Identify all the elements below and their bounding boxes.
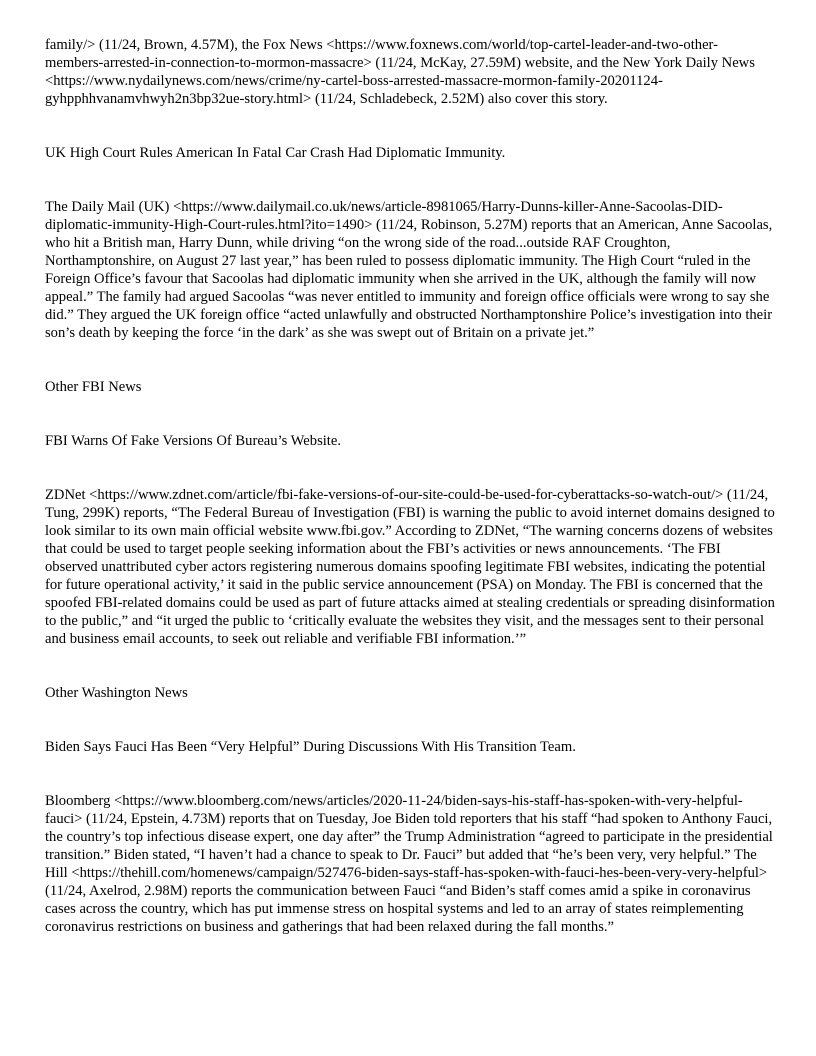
spacer [45,702,775,738]
spacer [45,108,775,144]
zdnet-paragraph: ZDNet <https://www.zdnet.com/article/fbi-fake-versions-of-our-site-could-be-used-for-cyberattacks-so-watch-out/> (11/24, Tung, 299K) reports, “The Federal Bureau of Investigation (FBI) is warning the public to avoid internet domains designed to look similar to its own main official website www.fbi.gov.” According to ZDNet, “The warning concerns dozens of websites that could be used to target people seeking information about the FBI’s activities or news announcements. ‘The FBI observed unattributed cyber actors registering numerous domains spoofing legitimate FBI websites, indicating the potential for future operational activity,’ it said in the public service announcement (PSA) on Monday. The FBI is concerned that the spoofed FBI-related domains could be used as part of future attacks aimed at stealing credentials or spreading disinformation to the public,” and “it urged the public to ‘critically evaluate the websites they visit, and the messages sent to their personal and business email accounts, to seek out reliable and verifiable FBI information.’” [45,487,775,647]
spacer [45,396,775,432]
daily-mail-paragraph: The Daily Mail (UK) <https://www.dailymail.co.uk/news/article-8981065/Harry-Dunns-killer-Anne-Sacoolas-DID-diplomatic-immunity-High-Court-rules.html?ito=1490> (11/24, Robinson, 5.27M) reports that an American, Anne Sacoolas, who hit a British man, Harry Dunn, while driving “on the wrong side of the road...outside RAF Croughton, Northamptonshire, on August 27 last year,” has been ruled to possess diplomatic immunity. The High Court “ruled in the Foreign Office’s favour that Sacoolas had diplomatic immunity when she arrived in the UK, although the family will now appeal.” The family had argued Sacoolas “was never entitled to immunity and foreign office officials were wrong to say she did.” They argued the UK foreign office “acted unlawfully and obstructed Northamptonshire Police’s investigation into their son’s death by keeping the force ‘in the dark’ as she was swept out of Britain on a private jet.” [45,199,773,341]
biden-fauci-headline: Biden Says Fauci Has Been “Very Helpful” During Discussions With His Transition Team. [45,739,576,755]
spacer [45,342,775,378]
spacer [45,450,775,486]
other-washington-news-section: Other Washington News [45,685,188,701]
spacer [45,756,775,792]
bloomberg-paragraph: Bloomberg <https://www.bloomberg.com/news/articles/2020-11-24/biden-says-his-staff-has-spoken-with-very-helpful-fauci> (11/24, Epstein, 4.73M) reports that on Tuesday, Joe Biden told reporters that his staff “had spoken to Anthony Fauci, the country’s top infectious disease expert, one day after” the Trump Administration “agreed to participate in the presidential transition.” Biden stated, “I haven’t had a chance to speak to Dr. Fauci” but added that “he’s been very, very helpful.” The Hill <https://thehill.com/homenews/campaign/527476-biden-says-staff-has-spoken-with-fauci-hes-been-very-very-helpful> (11/24, Axelrod, 2.98M) reports the communication between Fauci “and Biden’s staff comes amid a spike in coronavirus cases across the country, which has put immense stress on hospital systems and led to an array of states reimplementing coronavirus restrictions on business and gatherings that had been relaxed during the fall months.” [45,793,773,935]
other-fbi-news-section: Other FBI News [45,379,142,395]
spacer [45,648,775,684]
uk-immunity-headline: UK High Court Rules American In Fatal Car Crash Had Diplomatic Immunity. [45,145,506,161]
fbi-fake-website-headline: FBI Warns Of Fake Versions Of Bureau’s Website. [45,433,341,449]
fox-daily-news-paragraph: family/> (11/24, Brown, 4.57M), the Fox News <https://www.foxnews.com/world/top-cartel-leader-and-two-other-members-arrested-in-connection-to-mormon-massacre> (11/24, McKay, 27.59M) website, and the New York Daily News <https://www.nydailynews.com/news/crime/ny-cartel-boss-arrested-massacre-mormon-family-20201124-gyhpphhvanamvhwyh2n3bp32ue-story.html> (11/24, Schladebeck, 2.52M) also cover this story. [45,37,755,107]
spacer [45,162,775,198]
document-page [45,36,775,936]
